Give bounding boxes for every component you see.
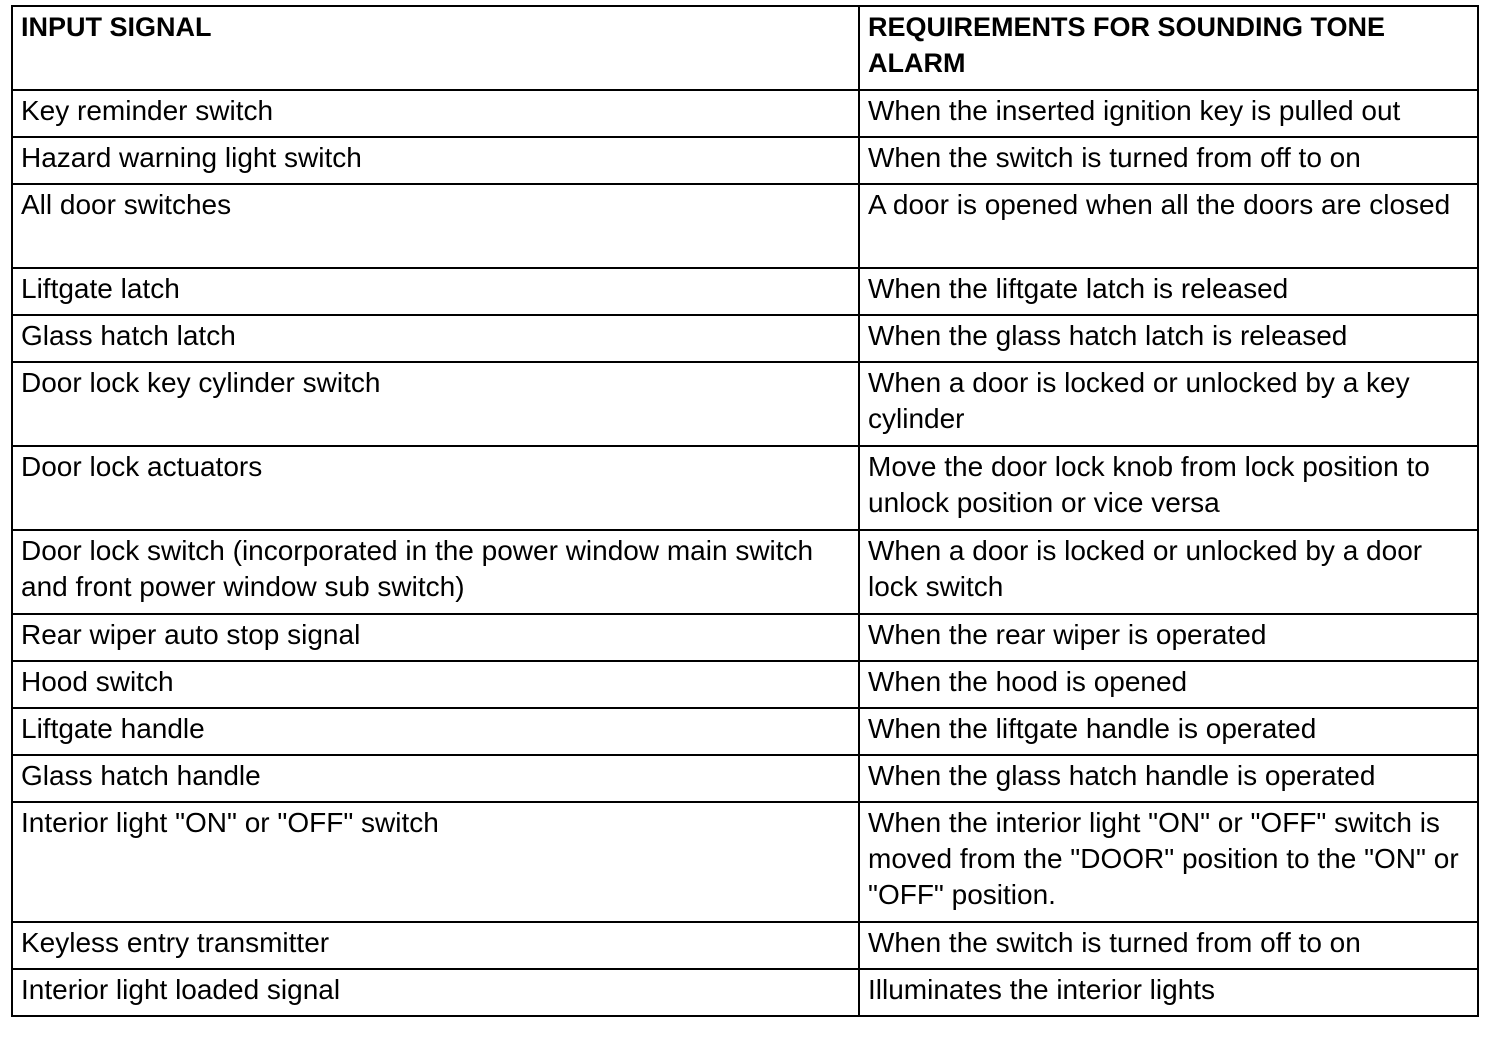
table-row [12,755,1478,802]
requirement-cell: Move the door lock knob from lock position to unlock position or vice versa [859,446,1478,530]
table-row [12,802,1478,922]
input-signal-cell: Glass hatch handle [12,755,859,802]
input-signal-cell: Interior light loaded signal [12,969,859,1016]
table-row [12,661,1478,708]
table-header-row [12,6,1478,90]
requirement-cell: When a door is locked or unlocked by a key cylinder [859,362,1478,446]
requirement-cell: When the switch is turned from off to on [859,922,1478,969]
table-row [12,446,1478,530]
table-row [12,969,1478,1016]
table-row [12,315,1478,362]
requirement-cell: When the glass hatch handle is operated [859,755,1478,802]
table-row [12,614,1478,661]
requirement-cell: When the hood is opened [859,661,1478,708]
table-row [12,530,1478,614]
column-header-input-signal: INPUT SIGNAL [12,6,859,90]
table-row [12,922,1478,969]
table-row [12,137,1478,184]
input-signal-cell: Key reminder switch [12,90,859,137]
table-row [12,184,1478,268]
table-row [12,268,1478,315]
requirement-cell: A door is opened when all the doors are closed [859,184,1478,268]
requirement-cell: When the liftgate handle is operated [859,708,1478,755]
requirement-cell: When a door is locked or unlocked by a door lock switch [859,530,1478,614]
input-signal-cell: Hazard warning light switch [12,137,859,184]
requirement-cell: When the interior light "ON" or "OFF" switch is moved from the "DOOR" position to the "ON" or "OFF" position. [859,802,1478,922]
requirement-cell: Illuminates the interior lights [859,969,1478,1016]
input-signal-cell: Liftgate handle [12,708,859,755]
input-signal-cell: Keyless entry transmitter [12,922,859,969]
input-signal-cell: Hood switch [12,661,859,708]
input-signal-cell: Glass hatch latch [12,315,859,362]
requirement-cell: When the liftgate latch is released [859,268,1478,315]
column-header-requirements: REQUIREMENTS FOR SOUNDING TONE ALARM [859,6,1478,90]
table-row [12,362,1478,446]
table-row [12,708,1478,755]
requirement-cell: When the switch is turned from off to on [859,137,1478,184]
input-signal-cell: Door lock switch (incorporated in the power window main switch and front power window sub switch) [12,530,859,614]
input-signal-cell: Liftgate latch [12,268,859,315]
input-signal-cell: Door lock actuators [12,446,859,530]
input-signal-cell: Door lock key cylinder switch [12,362,859,446]
requirement-cell: When the rear wiper is operated [859,614,1478,661]
input-signal-table [11,5,1479,1017]
table-row [12,90,1478,137]
input-signal-cell: Rear wiper auto stop signal [12,614,859,661]
input-signal-cell: Interior light "ON" or "OFF" switch [12,802,859,922]
input-signal-cell: All door switches [12,184,859,268]
requirement-cell: When the inserted ignition key is pulled out [859,90,1478,137]
requirement-cell: When the glass hatch latch is released [859,315,1478,362]
